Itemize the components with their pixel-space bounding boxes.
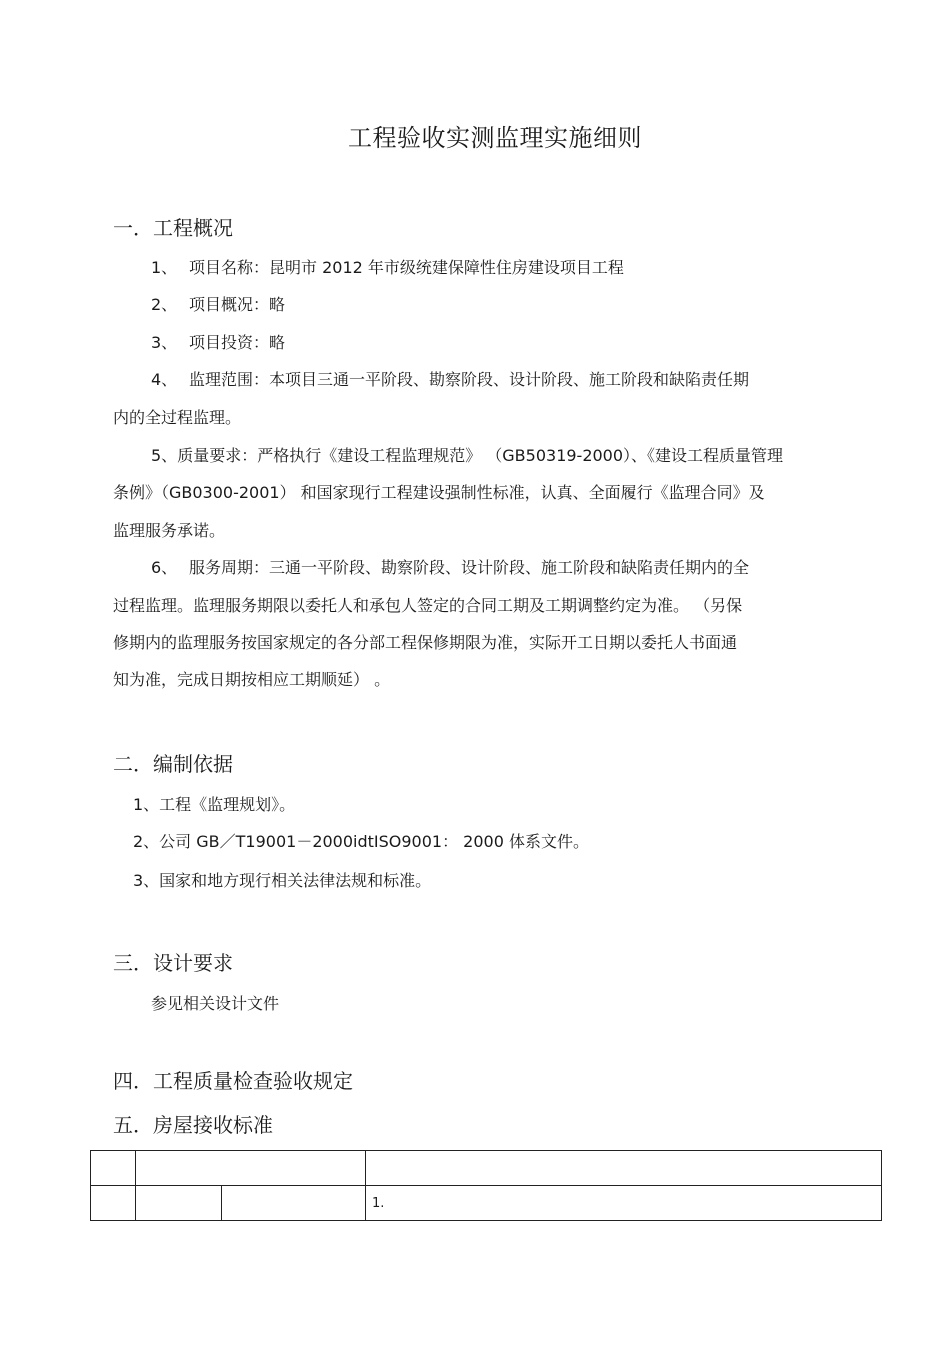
item-text: 监理范围：本项目三通一平阶段、勘察阶段、设计阶段、施工阶段和缺陷责任期 xyxy=(189,370,750,389)
overview-item-6-continued-3: 知为准，完成日期按相应工期顺延） 。 xyxy=(113,670,391,689)
table-cell xyxy=(136,1151,366,1186)
overview-item-6 xyxy=(151,555,749,578)
item-number: 6、 xyxy=(151,558,178,577)
design-text: 参见相关设计文件 xyxy=(151,994,280,1013)
item-text: 项目概况：略 xyxy=(189,295,286,314)
table-cell xyxy=(222,1186,366,1221)
item-number: 5、 xyxy=(151,446,178,465)
overview-item-5 xyxy=(151,443,783,466)
table-cell xyxy=(366,1151,882,1186)
basis-item-3: 3、国家和地方现行相关法律法规和标准。 xyxy=(133,871,432,890)
overview-item-5-continued: 条例》（GB0300-2001） 和国家现行工程建设强制性标准，认真、全面履行《监理合同》及 xyxy=(113,483,765,502)
document-title: 工程验收实测监理实施细则 xyxy=(348,124,642,152)
overview-item-3 xyxy=(151,330,285,353)
acceptance-table xyxy=(90,1150,882,1221)
item-number: 1、 xyxy=(151,258,178,277)
table-row xyxy=(91,1151,882,1186)
basis-item-1: 1、工程《监理规划》。 xyxy=(133,795,296,814)
overview-item-4 xyxy=(151,367,749,390)
item-text: 质量要求：严格执行《建设工程监理规范》 （GB50319-2000）、《建设工程质量管理 xyxy=(177,446,784,465)
section-heading-acceptance: 五．房屋接收标准 xyxy=(113,1113,273,1137)
overview-item-1 xyxy=(151,255,624,278)
section-heading-design: 三．设计要求 xyxy=(113,951,233,975)
table-row xyxy=(91,1186,882,1221)
basis-item-2: 2、公司 GB／T19001－2000idtISO9001： 2000 体系文件。 xyxy=(133,832,589,851)
table-cell xyxy=(91,1151,136,1186)
item-number: 3、 xyxy=(151,333,178,352)
table-cell xyxy=(91,1186,136,1221)
item-number: 4、 xyxy=(151,370,178,389)
section-heading-basis: 二．编制依据 xyxy=(113,752,233,776)
item-text: 项目投资：略 xyxy=(189,333,286,352)
overview-item-6-continued-2: 修期内的监理服务按国家规定的各分部工程保修期限为准，实际开工日期以委托人书面通 xyxy=(113,633,738,652)
table-cell: 1. xyxy=(366,1186,882,1221)
section-heading-inspection: 四．工程质量检查验收规定 xyxy=(113,1069,353,1093)
table-cell xyxy=(136,1186,222,1221)
overview-item-6-continued: 过程监理。监理服务期限以委托人和承包人签定的合同工期及工期调整约定为准。 （另保 xyxy=(113,596,743,615)
overview-item-2 xyxy=(151,292,285,315)
item-text: 项目名称：昆明市 2012 年市级统建保障性住房建设项目工程 xyxy=(189,258,624,277)
section-heading-overview: 一．工程概况 xyxy=(113,216,233,240)
overview-item-5-continued-2: 监理服务承诺。 xyxy=(113,521,226,540)
item-text: 服务周期：三通一平阶段、勘察阶段、设计阶段、施工阶段和缺陷责任期内的全 xyxy=(189,558,750,577)
item-number: 2、 xyxy=(151,295,178,314)
overview-item-4-continued: 内的全过程监理。 xyxy=(113,408,242,427)
